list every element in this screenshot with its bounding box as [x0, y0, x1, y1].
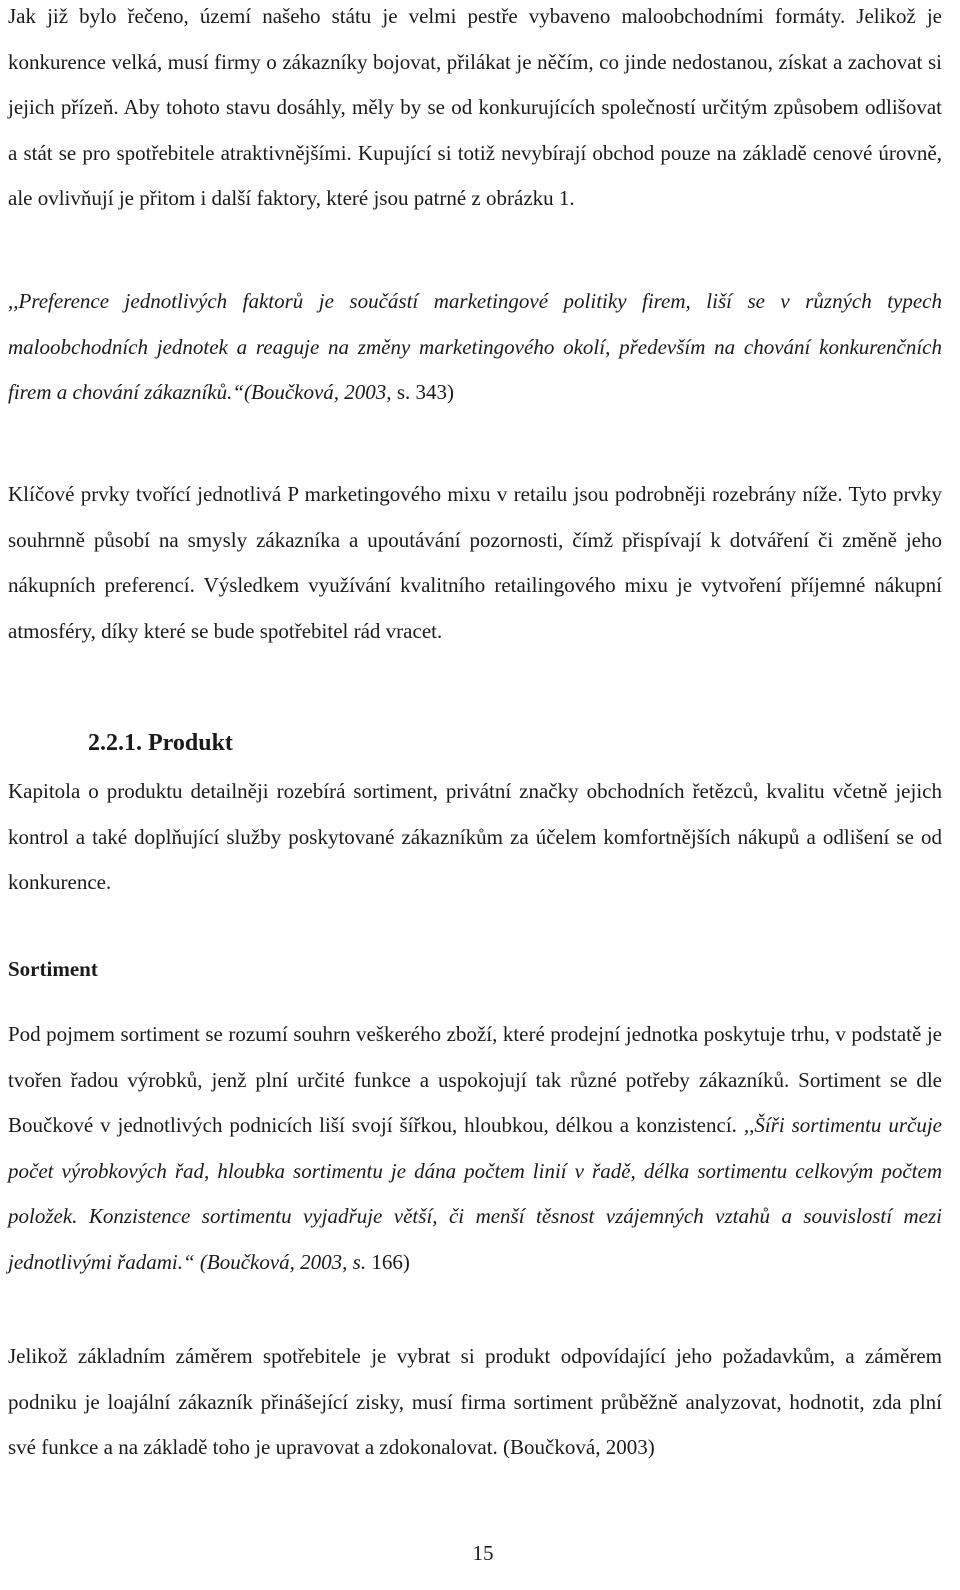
- paragraph-retail-mix: Klíčové prvky tvořící jednotlivá P marketingového mixu v retailu jsou podrobněji rozebrány níže. Tyto prvky souhrnně působí na smysly zákazníka a upoutávání pozornosti, čímž přispívají k dotváření či změně jeho nákupních preferencí. Výsledkem využívání kvalitního retailingového mixu je vytvoření příjemné nákupní atmosféry, díky které se bude spotřebitel rád vracet.: [8, 482, 942, 643]
- paragraph-intro: Jak již bylo řečeno, území našeho státu je velmi pestře vybaveno maloobchodními formáty. Jelikož je konkurence velká, musí firmy o zákazníky bojovat, přilákat je něčím, co jinde nedostanou, získat a zachovat si jejich přízeň. Aby tohoto stavu dosáhly, měly by se od konkurujících společností určitým způsobem odlišovat a stát se pro spotřebitele atraktivnějšími. Kupující si totiž nevybírají obchod pouze na základě cenové úrovně, ale ovlivňují je přitom i další faktory, které jsou patrné z obrázku 1.: [8, 4, 942, 210]
- paragraph-consumer: Jelikož základním záměrem spotřebitele je vybrat si produkt odpovídající jeho požadavkům, a záměrem podniku je loajální zákazník přinášející zisky, musí firma sortiment průběžně analyzovat, hodnotit, zda plní své funkce a na základě toho je upravovat a zdokonalovat. (Boučková, 2003): [8, 1344, 942, 1459]
- quote-text: ,,Preference jednotlivých faktorů je součástí marketingové politiky firem, liší se v různých typech maloobchodních jednotek a reaguje na změny marketingového okolí, především na chování konkurenčních firem a chování zákazníků.“(Boučková, 2003,: [8, 289, 942, 404]
- paragraph-quote-preference: [8, 279, 942, 416]
- sortiment-text: Pod pojmem sortiment se rozumí souhrn veškerého zboží, které prodejní jednotka poskytuje trhu, v podstatě je tvořen řadou výrobků, jenž plní určité funkce a uspokojují tak různé potřeby zákazníků. Sortiment se dle Boučkové v jednotlivých podnicích liší svojí šířkou, hloubkou, délkou a konzistencí.: [8, 1022, 942, 1137]
- quote-citation: s. 343): [391, 380, 454, 404]
- sortiment-quote: ,,Šíři sortimentu určuje počet výrobkových řad, hloubka sortimentu je dána počtem linií v řadě, délka sortimentu celkovým počtem položek. Konzistence sortimentu vyjadřuje větší, či menší těsnost vzájemných vztahů a souvislostí mezi jednotlivými řadami.“ (Boučková, 2003, s.: [8, 1113, 943, 1274]
- paragraph-sortiment: [8, 1012, 942, 1285]
- paragraph-produkt: Kapitola o produktu detailněji rozebírá sortiment, privátní značky obchodních řetězců, kvalitu včetně jejich kontrol a také doplňující služby poskytované zákazníkům za účelem komfortnějších nákupů a odlišení se od konkurence.: [8, 779, 942, 894]
- subheading-sortiment: Sortiment: [8, 957, 98, 981]
- section-heading-produkt: 2.2.1. Produkt: [88, 730, 233, 756]
- sortiment-quote-end: 166): [366, 1249, 410, 1274]
- page-number: 15: [472, 1541, 494, 1565]
